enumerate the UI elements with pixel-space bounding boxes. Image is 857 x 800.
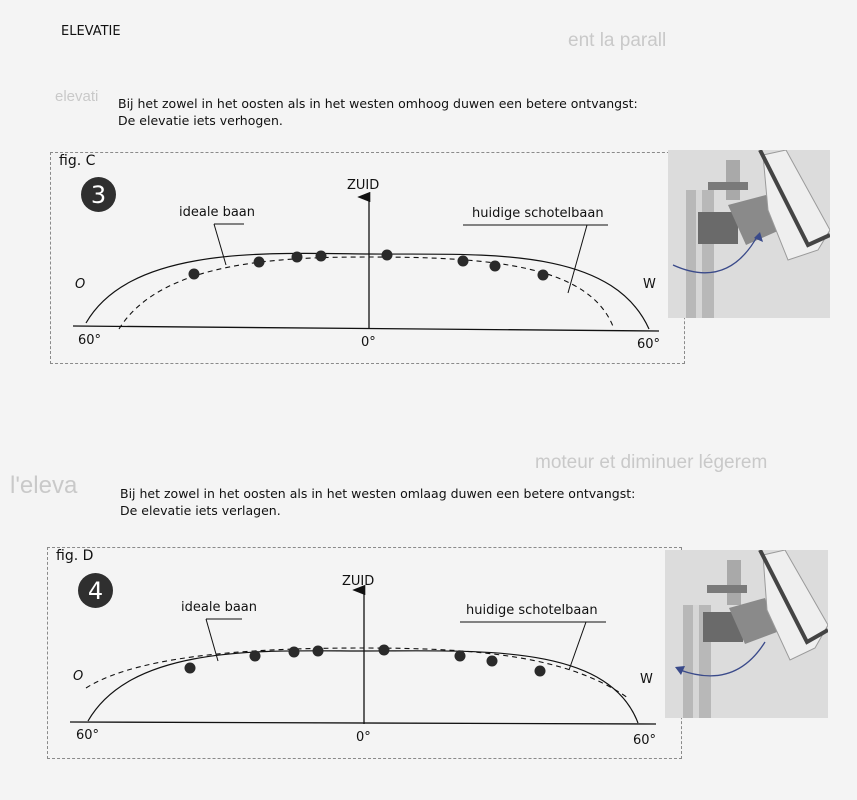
section-c-text-line1: Bij het zowel in het oosten als in het westen omhoog duwen een betere ontvangst:	[118, 96, 638, 111]
figure-c-satellite-dot	[538, 270, 549, 281]
figure-c-west-label: W	[643, 277, 656, 292]
figure-c-frame	[50, 152, 685, 364]
figure-d-ideal-label: ideale baan	[181, 600, 257, 615]
figure-d-satellite-dot	[487, 656, 498, 667]
figure-d-satellite-dot	[289, 647, 300, 658]
figure-d-east-label: O	[73, 669, 84, 684]
figure-c-label: fig. C	[59, 153, 96, 169]
step-3-badge: 3	[81, 177, 116, 212]
dish-mount-illustration-c	[668, 150, 830, 318]
figure-d-label: fig. D	[56, 548, 94, 564]
figure-c-satellite-dot	[189, 269, 200, 280]
figure-d-satellite-dot	[455, 651, 466, 662]
figure-c-ideal-label: ideale baan	[179, 205, 255, 220]
figure-d-left-angle: 60°	[76, 728, 100, 743]
figure-d-current-leader	[569, 622, 586, 670]
section-d-text-line1: Bij het zowel in het oosten als in het westen omlaag duwen een betere ontvangst:	[120, 486, 636, 501]
figure-c-right-angle: 60°	[637, 337, 661, 352]
figure-c-satellite-dot	[458, 256, 469, 267]
figure-d-ideal-arc	[88, 651, 638, 723]
step-4-badge: 4	[78, 573, 113, 608]
ghost-text-4: l'eleva	[10, 472, 78, 499]
figure-c-ideal-arc	[86, 253, 649, 329]
figure-d-baseline	[70, 722, 656, 724]
section-c-text-line2: De elevatie iets verhogen.	[118, 113, 283, 128]
figure-d-right-angle: 60°	[633, 733, 657, 748]
figure-d-satellite-dot	[185, 663, 196, 674]
figure-c-satellite-dot	[292, 252, 303, 263]
dish-mount-illustration-d	[665, 550, 828, 718]
figure-c-current-arc	[119, 257, 614, 329]
figure-c-east-label: O	[75, 277, 86, 292]
figure-d-current-arc	[86, 648, 628, 698]
ghost-text-1: ent la parall	[568, 30, 667, 51]
dish-mount-photo-c	[668, 150, 830, 318]
section-c-intro	[118, 95, 638, 129]
figure-c-satellite-dot	[254, 257, 265, 268]
figure-c-current-leader	[568, 225, 587, 293]
figure-d-west-label: W	[640, 672, 653, 687]
figure-d-satellite-dot	[535, 666, 546, 677]
figure-d-center-angle: 0°	[356, 730, 371, 745]
ghost-text-3: moteur et diminuer légerem	[535, 452, 768, 473]
figure-d-south-label: ZUID	[342, 574, 375, 589]
figure-d-current-label: huidige schotelbaan	[466, 603, 598, 618]
ghost-text-2: elevati	[55, 88, 99, 105]
figure-c-ideal-leader	[214, 224, 226, 265]
section-d-intro	[120, 485, 635, 519]
figure-c-current-label: huidige schotelbaan	[472, 206, 604, 221]
figure-d-satellite-dot	[379, 645, 390, 656]
figure-c-baseline	[73, 326, 659, 331]
figure-c-center-angle: 0°	[361, 335, 376, 350]
figure-c-south-label: ZUID	[347, 178, 380, 193]
figure-c-satellite-dot	[382, 250, 393, 261]
page-title: ELEVATIE	[61, 24, 121, 39]
figure-d-satellite-dot	[250, 651, 261, 662]
figure-c-satellite-dot	[490, 261, 501, 272]
dish-mount-photo-d	[665, 550, 828, 718]
figure-c-satellite-dot	[316, 251, 327, 262]
figure-d-frame	[47, 547, 682, 759]
figure-d-satellite-dot	[313, 646, 324, 657]
figure-c-left-angle: 60°	[78, 333, 102, 348]
section-d-text-line2: De elevatie iets verlagen.	[120, 503, 281, 518]
